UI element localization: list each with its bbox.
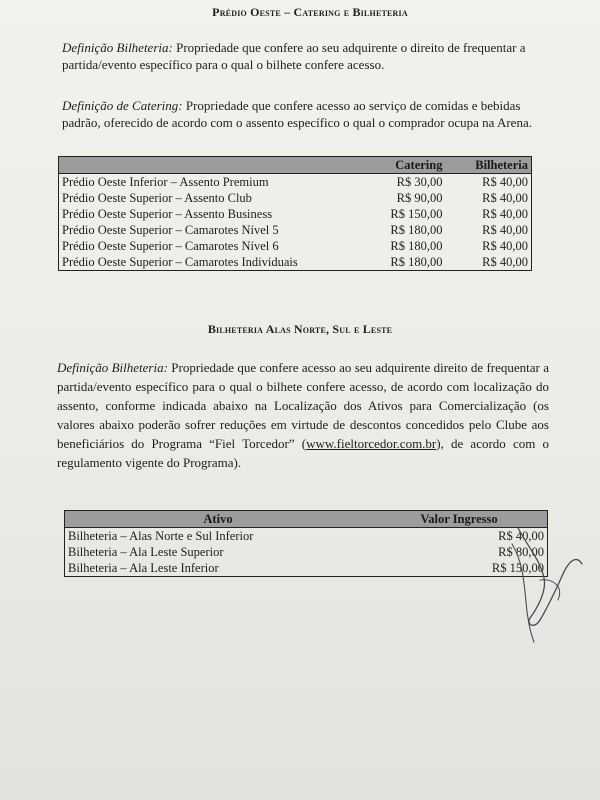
table-header-bilheteria: Bilheteria: [445, 157, 531, 174]
table-row: [59, 174, 532, 191]
table-cell-bilheteria: R$ 40,00: [482, 255, 528, 269]
section-title-alas: Bilheteria Alas Norte, Sul e Leste: [207, 322, 393, 336]
definition-text: Propriedade que confere acesso ao serviço de comidas e bebidas padrão, oferecido de acordo com o assento específico o qual o comprador ocupa na Arena.: [62, 98, 532, 130]
table-cell-bilheteria: R$ 40,00: [482, 191, 528, 205]
table-cell-name: Prédio Oeste Superior – Assento Business: [62, 207, 273, 221]
definition-label: Definição Bilheteria:: [62, 40, 173, 55]
definition-catering: [62, 97, 554, 131]
handwritten-signature: [500, 520, 590, 650]
table-header: [59, 157, 360, 174]
table-cell-catering: R$ 30,00: [396, 175, 443, 189]
fiel-torcedor-link[interactable]: www.fieltorcedor.com.br: [306, 436, 437, 451]
table-cell-valor: R$ 40,00: [498, 529, 544, 543]
definition-text: Propriedade que confere acesso ao seu adquirente direito de frequentar a partida/evento específico para o qual o bilhete confere acesso, de acordo com localização do assento, conforme indicada abaixo na Localização dos Ativos para Comercialização (os valores abaixo poderão sofrer reduções em virtude de descontos concedidos pelo Clube aos beneficiários do Programa “Fiel Torcedor” (: [57, 360, 549, 451]
table-cell-catering: R$ 180,00: [390, 239, 443, 253]
definition-bilheteria: [62, 39, 554, 73]
table-row: [59, 190, 532, 206]
table-cell-ativo: Bilheteria – Ala Leste Superior: [68, 545, 224, 559]
definition-label: Definição de Catering:: [62, 98, 183, 113]
table-header-row: [59, 157, 532, 174]
table-cell-name: Prédio Oeste Superior – Camarotes Nível 6: [62, 239, 279, 253]
valor-ingresso-table: [64, 510, 548, 577]
table-cell-valor: R$ 80,00: [498, 545, 544, 559]
table-cell-bilheteria: R$ 40,00: [482, 223, 528, 237]
table-cell-bilheteria: R$ 40,00: [482, 239, 528, 253]
table-cell-name: Prédio Oeste Inferior – Assento Premium: [62, 175, 269, 189]
definition-bilheteria-alas: [57, 358, 549, 472]
table-cell-valor: R$ 150,00: [491, 561, 544, 575]
definition-text: Propriedade que confere ao seu adquirente o direito de frequentar a partida/evento específico para o qual o bilhete confere acesso.: [62, 40, 526, 72]
table-cell-ativo: Bilheteria – Alas Norte e Sul Inferior: [68, 529, 254, 543]
table-cell-catering: R$ 90,00: [396, 191, 443, 205]
table-row: [65, 560, 548, 577]
definition-label: Definição Bilheteria:: [57, 360, 168, 375]
table-cell-name: Prédio Oeste Superior – Camarotes Nível 5: [62, 223, 279, 237]
table-row: [65, 528, 548, 545]
table-cell-ativo: Bilheteria – Ala Leste Inferior: [68, 561, 219, 575]
table-row: [59, 254, 532, 271]
definition-text-end: ), de acordo com o regulamento vigente do Programa).: [57, 436, 549, 470]
table-row: [59, 206, 532, 222]
table-cell-bilheteria: R$ 40,00: [482, 175, 528, 189]
table-cell-bilheteria: R$ 40,00: [482, 207, 528, 221]
table-cell-name: Prédio Oeste Superior – Assento Club: [62, 191, 252, 205]
table-cell-catering: R$ 180,00: [390, 223, 443, 237]
table-header-row: [65, 511, 548, 528]
table-cell-name: Prédio Oeste Superior – Camarotes Individuais: [62, 255, 298, 269]
table-row: [59, 238, 532, 254]
table-header-valor-ingresso: Valor Ingresso: [371, 511, 548, 528]
table-header-ativo: Ativo: [65, 511, 372, 528]
table-row: [65, 544, 548, 560]
section-title-predio-oeste: Prédio Oeste – Catering e Bilheteria: [212, 5, 408, 19]
table-cell-catering: R$ 180,00: [390, 255, 443, 269]
table-row: [59, 222, 532, 238]
table-cell-catering: R$ 150,00: [390, 207, 443, 221]
catering-bilheteria-table: [58, 156, 532, 271]
table-header-catering: Catering: [360, 157, 446, 174]
